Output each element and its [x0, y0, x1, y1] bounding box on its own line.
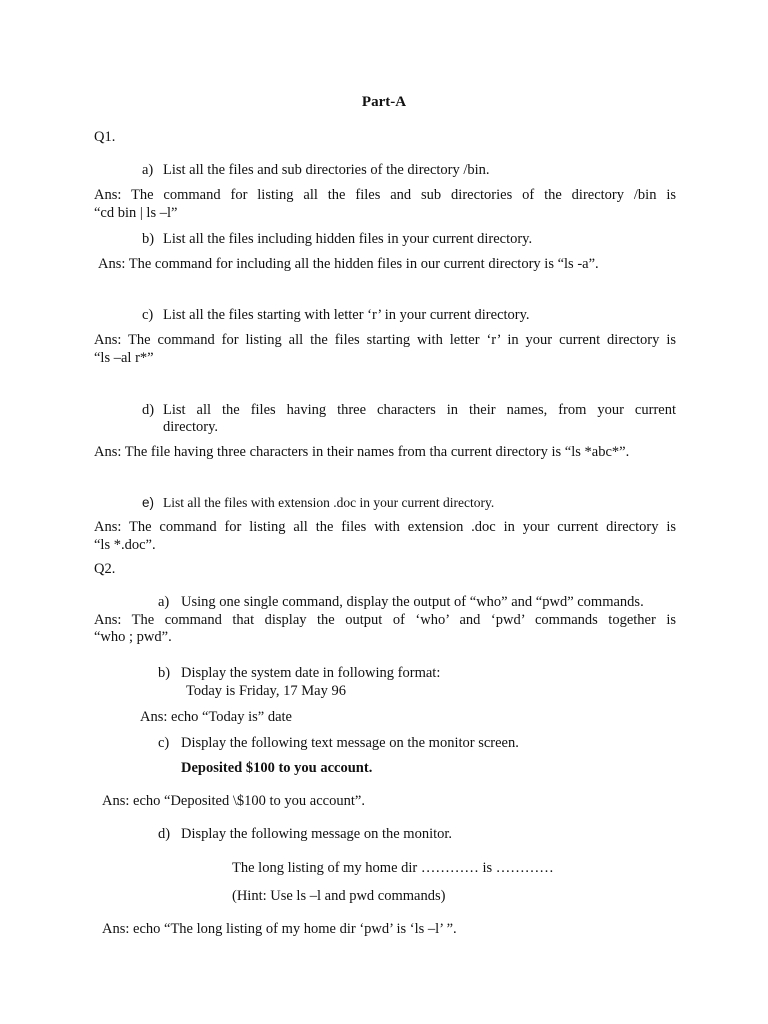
q1-c-marker: c) [142, 307, 154, 323]
q1-a-question: List all the files and sub directories of the directory /bin. [163, 162, 490, 178]
q1-e-answer-line2: “ls *.doc”. [94, 537, 156, 553]
q1-d-question-line1: List all the files having three characters in their names, from your current [163, 402, 676, 418]
q1-d-answer: Ans: The file having three characters in their names from tha current directory is “ls *abc*”. [94, 444, 630, 460]
q2-c-answer: Ans: echo “Deposited \$100 to you account”. [102, 793, 365, 809]
q2-b-question: Display the system date in following format: [181, 665, 441, 681]
q2-d-hint: (Hint: Use ls –l and pwd commands) [232, 888, 446, 904]
q1-e-marker: e) [142, 495, 155, 510]
q1-label: Q1. [94, 129, 116, 145]
q2-b-answer: Ans: echo “Today is” date [140, 709, 292, 725]
q2-c-message: Deposited $100 to you account. [181, 760, 373, 776]
q1-d-question-line2: directory. [163, 419, 219, 435]
q2-d-question: Display the following message on the monitor. [181, 826, 453, 842]
q2-b-marker: b) [158, 665, 171, 681]
q2-d-answer: Ans: echo “The long listing of my home dir ‘pwd’ is ‘ls –l’ ”. [102, 921, 457, 937]
q1-c-answer-line1: Ans: The command for listing all the files starting with letter ‘r’ in your current directory is [94, 332, 676, 348]
q2-a-marker: a) [158, 594, 170, 610]
q1-c-question: List all the files starting with letter ‘r’ in your current directory. [163, 307, 530, 323]
q2-b-example: Today is Friday, 17 May 96 [186, 683, 346, 699]
q2-c-question: Display the following text message on the monitor screen. [181, 735, 519, 751]
q2-a-question: Using one single command, display the output of “who” and “pwd” commands. [181, 594, 644, 610]
q2-label: Q2. [94, 561, 116, 577]
q1-c-answer-line2: “ls –al r*” [94, 350, 154, 366]
q1-e-question: List all the files with extension .doc in your current directory. [163, 495, 495, 510]
q2-c-marker: c) [158, 735, 170, 751]
q2-a-answer-line1: Ans: The command that display the output of ‘who’ and ‘pwd’ commands together is [94, 612, 676, 628]
q2-d-marker: d) [158, 826, 171, 842]
q1-e-answer-line1: Ans: The command for listing all the files with extension .doc in your current directory is [94, 519, 676, 535]
q1-a-marker: a) [142, 162, 154, 178]
q1-a-answer-line1: Ans: The command for listing all the files and sub directories of the directory /bin is [94, 187, 676, 203]
q2-d-message: The long listing of my home dir ………… is ………… [232, 860, 554, 876]
q1-d-marker: d) [142, 402, 155, 418]
q1-a-answer-line2: “cd bin | ls –l” [94, 205, 178, 221]
page-title: Part-A [361, 94, 407, 110]
q1-b-marker: b) [142, 231, 155, 247]
q1-b-answer: Ans: The command for including all the hidden files in our current directory is “ls -a”. [98, 256, 599, 272]
q1-b-question: List all the files including hidden files in your current directory. [163, 231, 533, 247]
q2-a-answer-line2: “who ; pwd”. [94, 629, 172, 645]
